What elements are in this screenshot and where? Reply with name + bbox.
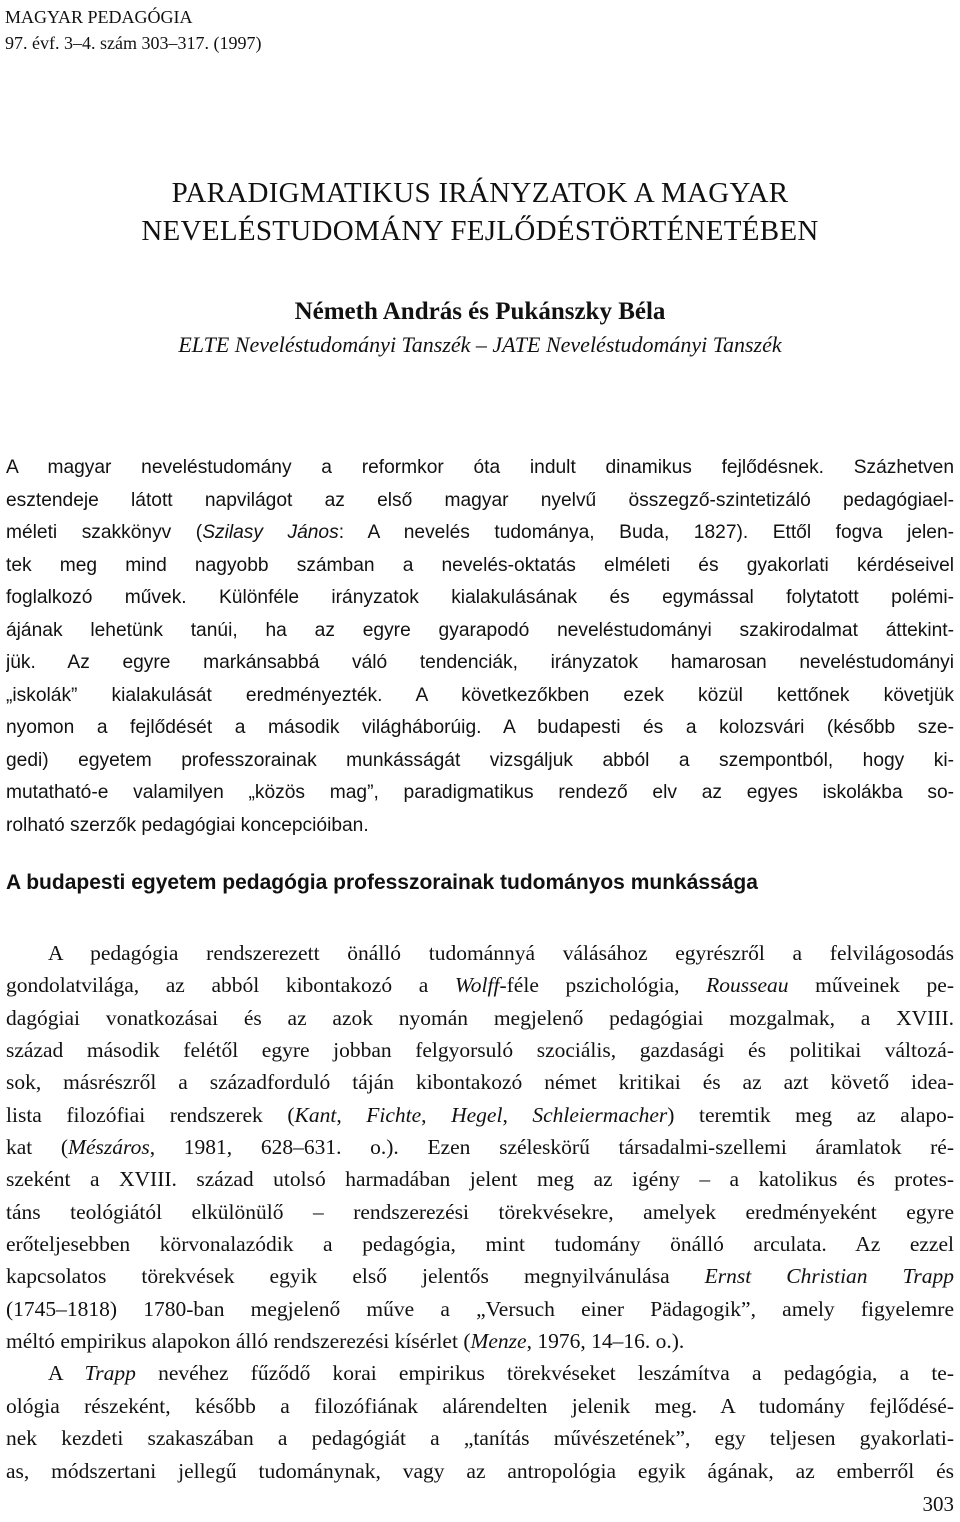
author-name: Rousseau [706, 973, 789, 998]
body-line: sok, másrészről a századforduló táján kibontakozó német kritikai és az azt követő idea- [6, 1070, 954, 1095]
body-line: táns teológiától elkülönülő – rendszerezési törekvésekre, amelyek eredményeként egyre [6, 1199, 954, 1224]
article-title-line: PARADIGMATIKUS IRÁNYZATOK A MAGYAR [171, 177, 789, 209]
article-title [0, 174, 960, 250]
body-line: lista filozófiai rendszerek (Kant, Fichte, Hegel, Schleiermacher) teremtik meg az alapo- [6, 1102, 954, 1127]
abstract-line: ájának lehetünk tanúi, ha az egyre gyarapodó neveléstudományi szakirodalmat áttekint- [6, 619, 954, 641]
body-line: szeként a XVIII. század utolsó harmadában jelent meg az igény – a katolikus és protes- [6, 1167, 954, 1192]
body-line: kat (Mészáros, 1981, 628–631. o.). Ezen széleskörű társadalmi-szellemi áramlatok ré- [6, 1135, 954, 1160]
abstract-line: „iskolák” kialakulását eredményezték. A következőkben ezek közül kettőnek követjük [6, 684, 954, 706]
body-line: A pedagógia rendszerezett önálló tudománnyá válásához egyrészről a felvilágosodás [48, 941, 954, 965]
body-line: (1745–1818) 1780-ban megjelenő műve a „Versuch einer Pädagogik”, amely figyelemre [6, 1296, 954, 1321]
author-name: Mészáros [68, 1135, 150, 1160]
body-text [6, 937, 954, 1487]
abstract-line: méleti szakkönyv (Szilasy János: A nevelés tudománya, Buda, 1827). Ettől fogva jelen- [6, 522, 954, 543]
authors: Németh András és Pukánszky Béla [294, 298, 666, 325]
abstract-line: tek meg mind nagyobb számban a nevelés-oktatás elméleti és gyakorlati kérdéseivel [6, 554, 954, 576]
author-name: Hegel [451, 1102, 503, 1127]
body-line: gondolatvilága, az abból kibontakozó a Wolff-féle pszichológia, Rousseau műveinek pe- [6, 973, 954, 998]
author-name: Schleiermacher [532, 1102, 668, 1127]
abstract-line: nyomon a fejlődését a második világháborúig. A budapesti és a kolozsvári (később sze- [6, 717, 954, 738]
abstract-line: esztendeje látott napvilágot az első magyar nyelvű összegző-szintetizáló pedagógiael- [6, 489, 954, 511]
author-name: Trapp [84, 1361, 136, 1386]
abstract-line: foglalkozó művek. Különféle irányzatok kialakulásának és egymással folytatott polémi- [6, 587, 954, 608]
journal-name: MAGYAR PEDAGÓGIA [5, 7, 193, 27]
abstract-line: A magyar neveléstudomány a reformkor óta indult dinamikus fejlődésnek. Százhetven [6, 457, 954, 478]
affiliation: ELTE Neveléstudományi Tanszék – JATE Neveléstudományi Tanszék [178, 332, 782, 357]
body-line: méltó empirikus alapokon álló rendszerezési kísérlet (Menze, 1976, 14–16. o.). [6, 1329, 685, 1354]
author-name: Szilasy János [202, 522, 339, 543]
body-line: század második felétől egyre jobban felgyorsuló szociális, gazdasági és politikai változá- [6, 1038, 954, 1063]
abstract-line: gedi) egyetem professzorainak munkásságát vizsgáljuk abból a szempontból, hogy ki- [6, 749, 954, 771]
body-line: dagógiai vonatkozásai és az azok nyomán megjelenő pedagógiai mozgalmak, a XVIII. [6, 1005, 954, 1030]
author-name: Ernst Christian Trapp [704, 1264, 954, 1289]
body-line: nek kezdeti szakaszában a pedagógiát a „tanítás művészetének”, egy teljesen gyakorlati- [6, 1426, 954, 1451]
author-name: Menze [470, 1329, 527, 1354]
body-line: erőteljesebben körvonalazódik a pedagógia, mint tudomány önálló arculata. Az ezzel [6, 1232, 954, 1257]
body-line: A Trapp nevéhez fűződő korai empirikus törekvéseket leszámítva a pedagógia, a te- [48, 1361, 954, 1386]
abstract-line: jük. Az egyre markánsabbá váló tendenciák, irányzatok hamarosan neveléstudományi [6, 652, 954, 673]
author-name: Fichte [366, 1102, 422, 1127]
body-line: as, módszertani jellegű tudománynak, vagy az antropológia egyik ágának, az emberről és [6, 1458, 954, 1483]
article-title-line: NEVELÉSTUDOMÁNY FEJLŐDÉSTÖRTÉNETÉBEN [141, 215, 819, 247]
body-line: kapcsolatos törekvések egyik első jelentős megnyilvánulása Ernst Christian Trapp [6, 1264, 954, 1289]
page-number: 303 [922, 1492, 954, 1516]
author-name: Kant [294, 1102, 337, 1127]
abstract [6, 452, 954, 842]
abstract-line: rolható szerzők pedagógiai koncepcióiban. [6, 814, 369, 836]
body-line: ológia részeként, később a filozófiának alárendelten jelenik meg. A tudomány fejlődésé- [6, 1393, 954, 1418]
author-name: Wolff [454, 973, 500, 998]
abstract-line: mutatható-e valamilyen „közös mag”, paradigmatikus rendező elv az egyes iskolákba so- [6, 782, 954, 803]
section-heading: A budapesti egyetem pedagógia professzorainak tudományos munkássága [6, 871, 758, 894]
journal-header [5, 4, 261, 56]
journal-issue: 97. évf. 3–4. szám 303–317. (1997) [5, 33, 262, 53]
